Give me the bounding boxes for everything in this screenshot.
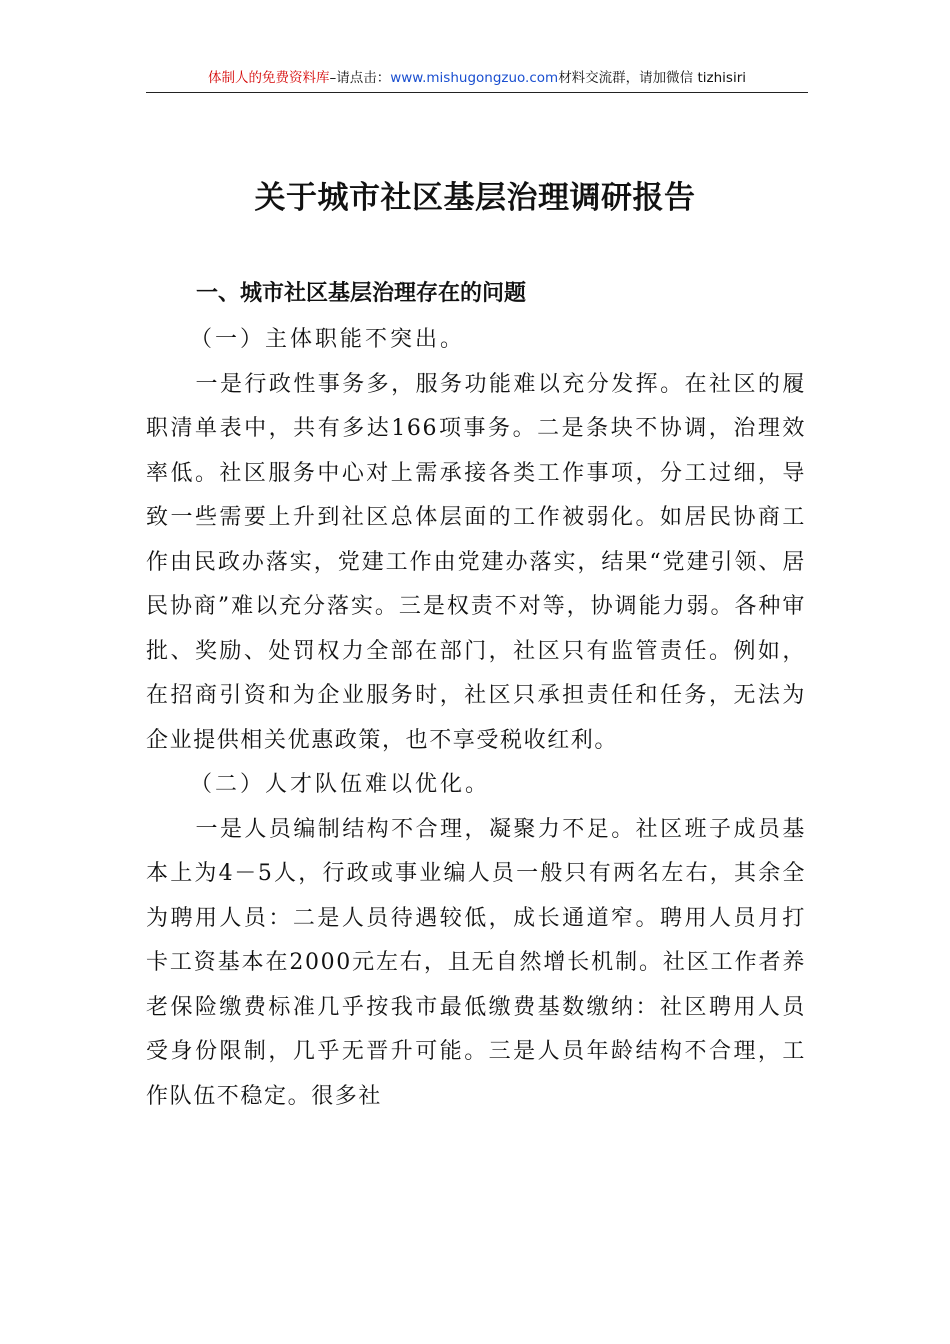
subsection-1-heading: （一）主体职能不突出。 bbox=[190, 327, 466, 352]
section-1-heading: 一、城市社区基层治理存在的问题 bbox=[196, 281, 527, 306]
page-header bbox=[146, 66, 808, 93]
header-contact-text: 材料交流群，请加微信 tizhisiri bbox=[558, 70, 747, 86]
document-body bbox=[146, 318, 806, 1119]
subsection-2-paragraph: 一是人员编制结构不合理，凝聚力不足。社区班子成员基本上为4－5人，行政或事业编人员一般只有两名左右，其余全为聘用人员：二是人员待遇较低，成长通道窄。聘用人员月打卡工资基本在2000元左右，且无自然增长机制。社区工作者养老保险缴费标准几乎按我市最低缴费基数缴纳：社区聘用人员受身份限制，几乎无晋升可能。三是人员年龄结构不合理，工作队伍不稳定。很多社 bbox=[146, 816, 806, 1109]
document-title: 关于城市社区基层治理调研报告 bbox=[254, 180, 696, 216]
subsection-1-paragraph: 一是行政性事务多，服务功能难以充分发挥。在社区的履职清单表中，共有多达166项事务。二是条块不协调，治理效率低。社区服务中心对上需承接各类工作事项，分工过细，导致一些需要上升到社区总体层面的工作被弱化。如居民协商工作由民政办落实，党建工作由党建办落实，结果“党建引领、居民协商”难以充分落实。三是权责不对等，协调能力弱。各种审批、奖励、处罚权力全部在部门，社区只有监管责任。例如，在招商引资和为企业服务时，社区只承担责任和任务，无法为企业提供相关优惠政策，也不享受税收红利。 bbox=[146, 371, 806, 753]
header-url-link[interactable]: www.mishugongzuo.com bbox=[390, 70, 559, 86]
header-site-name[interactable]: 体制人的免费资料库 bbox=[207, 70, 330, 86]
subsection-2-heading: （二）人才队伍难以优化。 bbox=[190, 772, 491, 797]
header-click-prompt: –请点击： bbox=[329, 70, 391, 86]
